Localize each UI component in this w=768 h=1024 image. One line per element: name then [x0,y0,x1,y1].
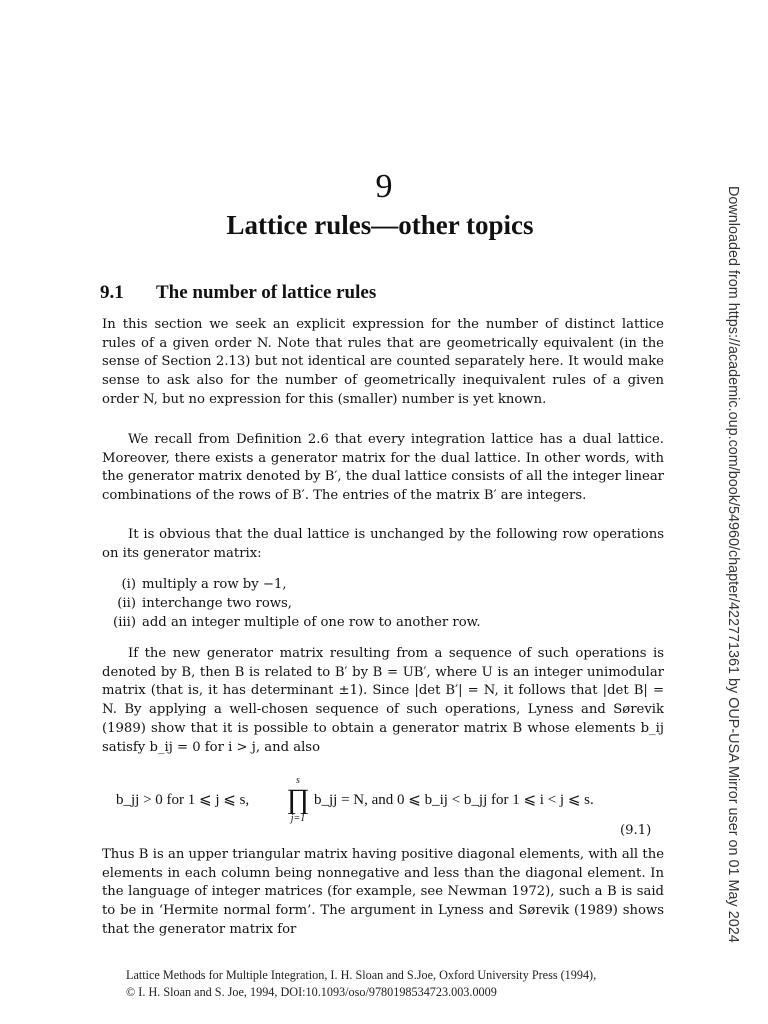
footer-line-2: © I. H. Sloan and S. Joe, 1994, DOI:10.1093/oso/9780198534723.003.0009 [126,985,497,999]
list-item-text: interchange two rows, [142,596,293,611]
equation-number: (9.1) [620,823,652,838]
footer-citation [126,967,686,1001]
chapter-title: Lattice rules—other topics [226,210,534,240]
paragraph-3: It is obvious that the dual lattice is unchanged by the following row operations on its generator matrix: [102,527,664,561]
download-watermark-text: Downloaded from https://academic.oup.com/book/54960/chapter/422771361 by OUP-USA Mirror user on 01 May 2024 [725,186,741,943]
product-lower-limit: j=1 [290,813,306,824]
list-item-text: multiply a row by −1, [142,577,287,592]
paragraph-5: Thus B is an upper triangular matrix having positive diagonal elements, with all the elements in each column being nonnegative and less than the diagonal element. In the language of integer matrices (for example, see Newman 1972), such a B is said to be in ‘Hermite normal form’. The argument in Lyness and Sørevik (1989) shows that the generator matrix for [102,847,664,937]
list-item [100,575,660,594]
row-operations-list [100,575,660,632]
section-title: The number of lattice rules [156,282,377,303]
list-item [100,594,660,613]
footer-line-1: Lattice Methods for Multiple Integration, I. H. Sloan and S.Joe, Oxford University Press (1994), [126,968,597,982]
list-item [100,613,660,632]
list-item-label: (iii) [113,615,136,630]
product-symbol: ∏ [286,784,310,815]
section-heading [100,282,376,304]
equation-left: b_jj > 0 for 1 ⩽ j ⩽ s, [116,792,250,808]
chapter-number: 9 [375,168,393,205]
list-item-label: (ii) [117,596,136,611]
equation-right: b_jj = N, and 0 ⩽ b_ij < b_jj for 1 ⩽ i < j ⩽ s. [314,792,594,808]
equation-9-1 [116,776,656,832]
paragraph-1: In this section we seek an explicit expression for the number of distinct lattice rules of a given order N. Note that rules that are geometrically equivalent (in the sense of Section 2.13) but not identical are counted separately here. It would make sense to ask also for the number of geometrically inequivalent rules of a given order N, but no expression for this (smaller) number is yet known. [102,317,664,407]
paragraph-4: If the new generator matrix resulting from a sequence of such operations is denoted by B, then B is related to B′ by B = UB′, where U is an integer unimodular matrix (that is, it has determinant ±1). Since |det B′| = N, it follows that |det B| = N. By applying a well-chosen sequence of such operations, Lyness and Sørevik (1989) show that it is possible to obtain a generator matrix B whose elements b_ij satisfy b_ij = 0 for i > j, and also [102,646,664,755]
list-item-text: add an integer multiple of one row to another row. [142,615,481,630]
product-operator [285,776,311,824]
paragraph-2: We recall from Definition 2.6 that every integration lattice has a dual lattice. Moreover, there exists a generator matrix for the dual lattice. In other words, with the generator matrix denoted by B′, the dual lattice consists of all the integer linear combinations of the rows of B′. The entries of the matrix B′ are integers. [102,432,664,504]
download-watermark [725,186,747,943]
list-item-label: (i) [121,577,136,592]
section-number: 9.1 [100,282,124,303]
product-upper-limit: s [296,775,300,786]
